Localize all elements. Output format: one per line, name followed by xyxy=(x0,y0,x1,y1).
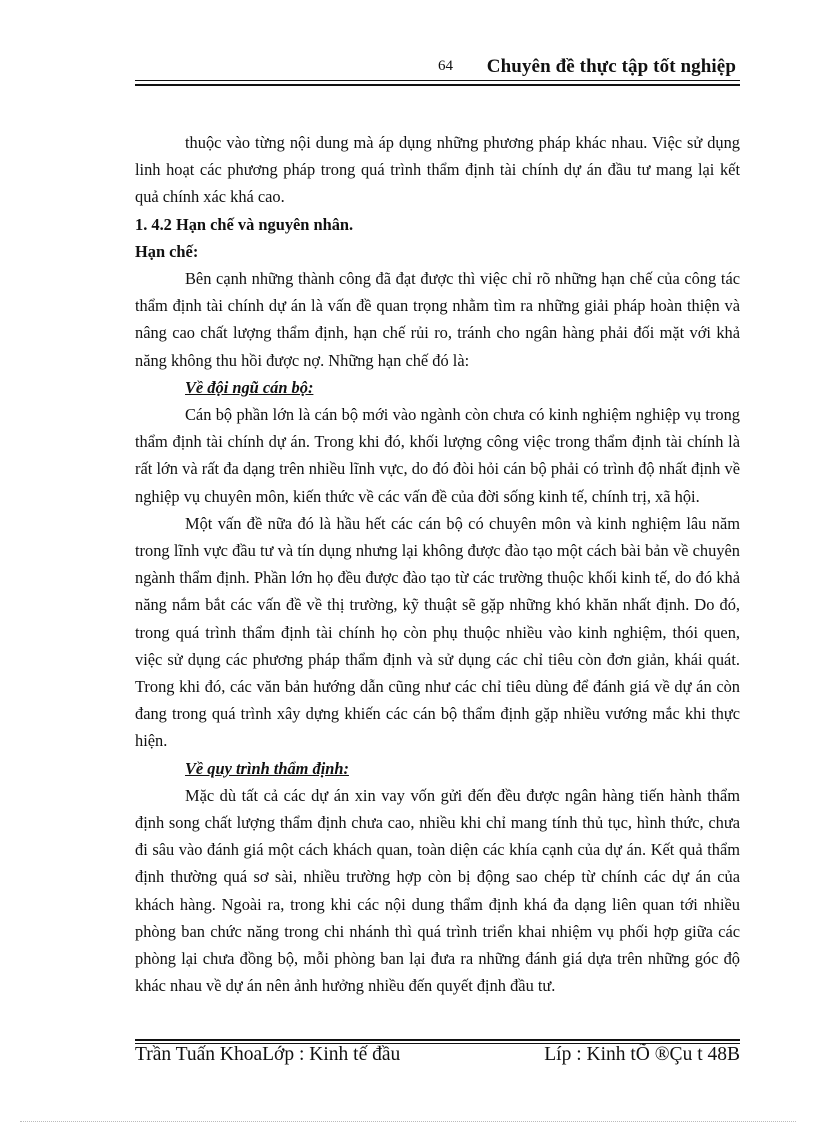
footer-class: Líp : Kinh tÕ ®Çu t 48B xyxy=(544,1044,740,1065)
paragraph-5: Mặc dù tất cả các dự án xin vay vốn gửi đến đều được ngân hàng tiến hành thẩm định song chất lượng thẩm định chưa cao, nhiều khi chỉ mang tính thủ tục, hình thức, chưa đi sâu vào đánh giá một cách khách quan, toàn diện các khía cạnh của dự án. Kết quả thẩm định thường quá sơ sài, nhiều trường hợp còn bị động sao chép từ chính các dự án của khách hàng. Ngoài ra, trong khi các nội dung thẩm định khá đa dạng liên quan tới nhiều phòng ban chức năng trong chi nhánh thì quá trình triển khai nhiệm vụ phối hợp giữa các phòng lại chưa đồng bộ, mỗi phòng ban lại đưa ra những đánh giá dựa trên những góc độ khác nhau về dự án nên ảnh hưởng nhiều đến quyết định đầu tư. xyxy=(135,785,740,996)
section-heading: 1. 4.2 Hạn chế và nguyên nhân. xyxy=(135,214,354,234)
page-number: 64 xyxy=(438,58,453,74)
paragraph-1: thuộc vào từng nội dung mà áp dụng những phương pháp khác nhau. Việc sử dụng linh hoạt các phương pháp trong quá trình thẩm định tài chính dự án đầu tư mang lại kết quả chính xác khá cao. xyxy=(135,133,740,207)
document-body xyxy=(135,129,740,1000)
header-rule-thick xyxy=(135,84,740,86)
paragraph-2: Bên cạnh những thành công đã đạt được thì việc chỉ rõ những hạn chế của công tác thẩm định tài chính dự án là vấn đề quan trọng nhằm tìm ra những giải pháp hoàn thiện và nâng cao chất lượng thẩm định, hạn chế rủi ro, tránh cho ngân hàng phải đối mặt với khả năng không thu hồi được nợ. Những hạn chế đó là: xyxy=(135,269,740,370)
footer-author: Trần Tuấn KhoaLớp : Kinh tế đầu xyxy=(135,1044,401,1065)
limitations-heading: Hạn chế: xyxy=(135,241,199,261)
paragraph-3: Cán bộ phần lớn là cán bộ mới vào ngành còn chưa có kinh nghiệm nghiệp vụ trong thẩm định tài chính dự án. Trong khi đó, khối lượng công việc trong thẩm định tài chính là rất lớn và rất đa dạng trên nhiều lĩnh vực, do đó đòi hỏi cán bộ phải có trình độ nhất định về nghiệp vụ chuyên môn, kiến thức về các vấn đề của đời sống kinh tế, chính trị, xã hội. xyxy=(135,405,740,506)
subheading-process: Về quy trình thẩm định: xyxy=(185,758,349,778)
header-rule-thin xyxy=(135,80,740,81)
page-edge-dotted-line xyxy=(20,1121,796,1122)
header-title: Chuyên đề thực tập tốt nghiệp xyxy=(486,56,736,77)
footer-rule-thick xyxy=(135,1039,740,1041)
paragraph-4: Một vấn đề nữa đó là hầu hết các cán bộ có chuyên môn và kinh nghiệm lâu năm trong lĩnh vực đầu tư và tín dụng nhưng lại không được đào tạo một cách bài bản về chuyên ngành thẩm định. Phần lớn họ đều được đào tạo từ các trường thuộc khối kinh tế, do đó khả năng nắm bắt các vấn đề về thị trường, kỹ thuật sẽ gặp những khó khăn nhất định. Do đó, trong quá trình thẩm định tài chính họ còn phụ thuộc nhiều vào kinh nghiệm, thói quen, việc sử dụng các phương pháp thẩm định và sử dụng các chỉ tiêu còn đơn giản, khái quát. Trong khi đó, các văn bản hướng dẫn cũng như các chỉ tiêu dùng để đánh giá về dự án còn đang trong quá trình xây dựng khiến các cán bộ thẩm định gặp nhiều vướng mắc khi thực hiện. xyxy=(135,513,740,751)
page-header xyxy=(135,54,740,80)
subheading-staff: Về đội ngũ cán bộ: xyxy=(185,377,314,397)
